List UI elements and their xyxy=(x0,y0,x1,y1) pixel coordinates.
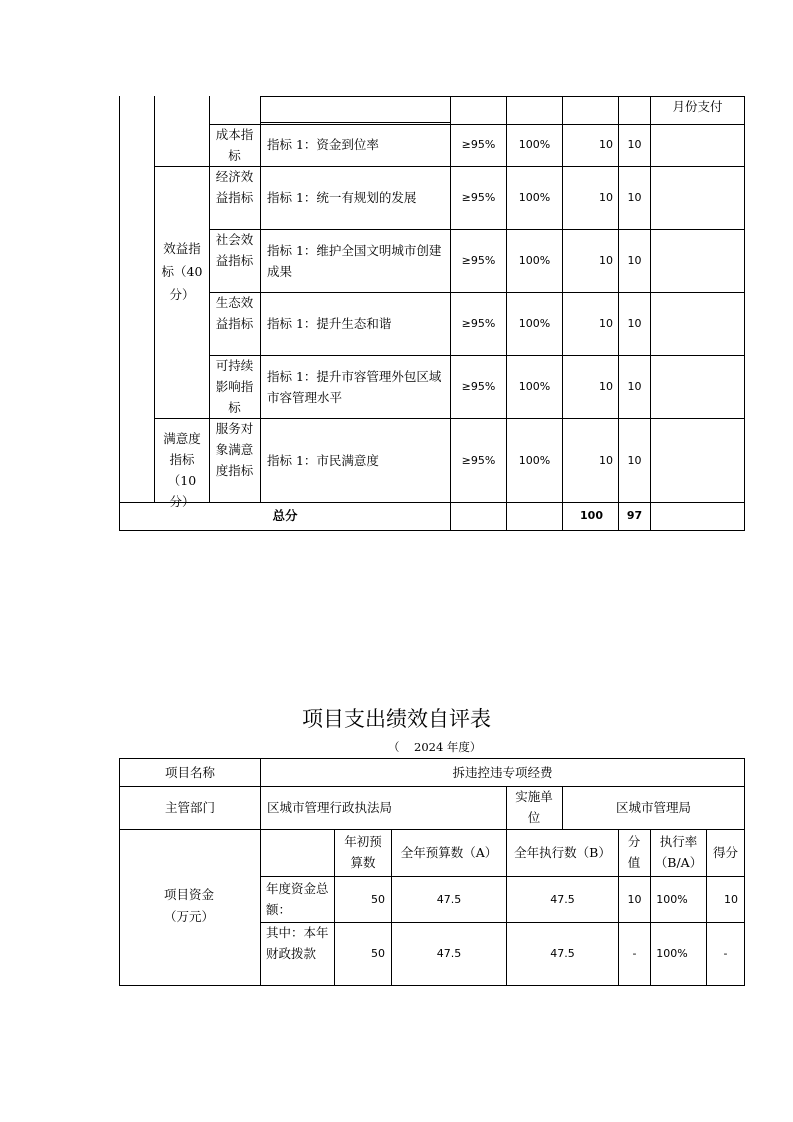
remark-cell: 月份支付 xyxy=(672,99,723,114)
indicator-cell: 指标 1：统一有规划的发展 xyxy=(267,190,417,205)
total-weight: 100 xyxy=(580,509,603,522)
header-weight: 分值 xyxy=(627,834,641,870)
impl-label: 实施单位 xyxy=(515,789,553,825)
initial-cell: 50 xyxy=(371,893,385,906)
project-name-value: 拆违控违专项经费 xyxy=(452,765,553,780)
score-cell: 10 xyxy=(724,893,738,906)
header-exec-rate: 执行率（B/A） xyxy=(654,834,703,870)
exec-cell: 47.5 xyxy=(550,893,575,906)
target-cell: ≥95% xyxy=(461,138,496,151)
header-score: 得分 xyxy=(712,845,738,860)
rate-cell: 100% xyxy=(656,947,688,960)
actual-cell: 100% xyxy=(518,380,551,393)
indicator-cell: 指标 1：提升市容管理外包区域市容管理水平 xyxy=(267,369,442,405)
row-label: 年度资金总额： xyxy=(266,881,329,917)
budget-cell: 47.5 xyxy=(436,893,462,906)
indicator-cell: 指标 1：维护全国文明城市创建成果 xyxy=(267,243,442,279)
total-score: 97 xyxy=(626,509,643,522)
level3-cell: 成本指标 xyxy=(215,127,254,163)
target-cell: ≥95% xyxy=(461,454,496,467)
total-label: 总分 xyxy=(272,508,298,523)
weight-cell: - xyxy=(632,947,637,960)
actual-cell: 100% xyxy=(518,454,551,467)
indicator-cell: 指标 1：资金到位率 xyxy=(267,137,379,152)
score-cell: 10 xyxy=(627,191,642,204)
exec-cell: 47.5 xyxy=(550,947,575,960)
dept-value: 区城市管理行政执法局 xyxy=(267,800,393,815)
year-label: 2024 年度） xyxy=(414,740,482,754)
header-full-budget: 全年预算数（A） xyxy=(400,845,498,860)
level3-cell: 服务对象满意度指标 xyxy=(215,421,254,478)
rate-cell: 100% xyxy=(656,893,688,906)
funds-label: 项目资金（万元） xyxy=(163,887,214,924)
level2-benefit: 效益指标（40 分） xyxy=(161,241,203,302)
weight-cell: 10 xyxy=(599,317,613,330)
actual-cell: 100% xyxy=(518,191,551,204)
dept-label: 主管部门 xyxy=(164,800,215,815)
score-cell: 10 xyxy=(627,380,642,393)
year-open-paren: （ xyxy=(388,740,400,754)
row-label: 其中：本年财政拨款 xyxy=(266,925,329,961)
weight-cell: 10 xyxy=(599,254,613,267)
actual-cell: 100% xyxy=(518,138,551,151)
project-name-label: 项目名称 xyxy=(164,765,215,780)
actual-cell: 100% xyxy=(518,254,551,267)
header-initial-budget: 年初预算数 xyxy=(344,834,382,870)
weight-cell: 10 xyxy=(599,454,613,467)
score-cell: 10 xyxy=(627,454,642,467)
weight-cell: 10 xyxy=(599,138,613,151)
score-cell: 10 xyxy=(627,254,642,267)
impl-value: 区城市管理局 xyxy=(615,800,691,815)
level2-satisfaction: 满意度指标（10 分） xyxy=(163,431,201,509)
level3-cell: 可持续影响指标 xyxy=(215,358,254,415)
score-cell: - xyxy=(723,947,728,960)
target-cell: ≥95% xyxy=(461,254,496,267)
score-cell: 10 xyxy=(627,138,642,151)
level3-cell: 生态效益指标 xyxy=(215,295,254,331)
header-full-exec: 全年执行数（B） xyxy=(514,845,611,860)
weight-cell: 10 xyxy=(627,893,642,906)
level3-cell: 社会效益指标 xyxy=(215,232,254,268)
indicator-cell: 指标 1：市民满意度 xyxy=(267,453,379,468)
indicator-cell: 指标 1：提升生态和谐 xyxy=(267,316,392,331)
target-cell: ≥95% xyxy=(461,380,496,393)
budget-cell: 47.5 xyxy=(436,947,462,960)
level3-cell: 经济效益指标 xyxy=(215,169,254,205)
target-cell: ≥95% xyxy=(461,191,496,204)
initial-cell: 50 xyxy=(371,947,385,960)
page-title: 项目支出绩效自评表 xyxy=(302,707,491,731)
score-cell: 10 xyxy=(627,317,642,330)
weight-cell: 10 xyxy=(599,380,613,393)
weight-cell: 10 xyxy=(599,191,613,204)
actual-cell: 100% xyxy=(518,317,551,330)
target-cell: ≥95% xyxy=(461,317,496,330)
